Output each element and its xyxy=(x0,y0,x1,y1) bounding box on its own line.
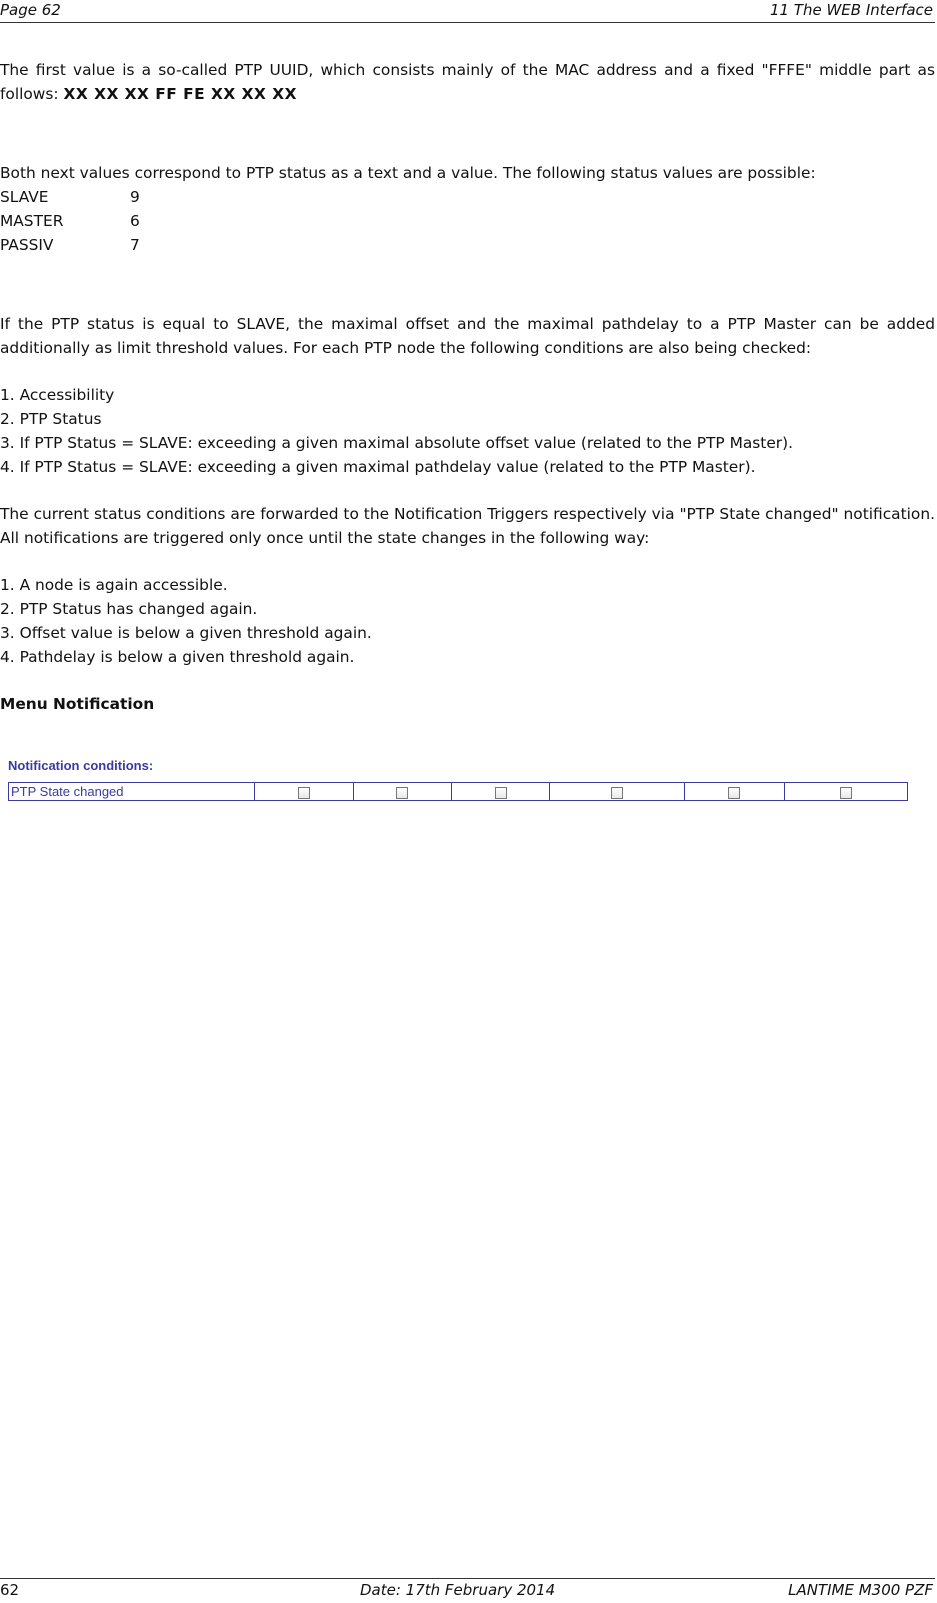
footer-page-number: 62 xyxy=(0,1581,20,1599)
status-intro: Both next values correspond to PTP status as a text and a value. The following status values are possible: xyxy=(0,164,816,182)
trigger-checkbox[interactable] xyxy=(728,787,740,799)
status-value: 6 xyxy=(130,212,140,230)
page-header xyxy=(0,0,935,23)
uuid-format: XX XX XX FF FE XX XX XX xyxy=(63,85,297,103)
uuid-paragraph xyxy=(0,58,935,106)
notification-conditions-panel xyxy=(8,758,908,801)
status-list xyxy=(0,185,935,257)
conditions-list xyxy=(0,383,935,479)
notification-conditions-title: Notification conditions: xyxy=(8,758,154,773)
list-item: 3. Offset value is below a given threshold again. xyxy=(0,624,372,642)
status-value: 7 xyxy=(130,236,140,254)
threshold-paragraph: If the PTP status is equal to SLAVE, the maximal offset and the maximal pathdelay to a PTP Master can be added additionally as limit threshold values. For each PTP node the following conditions are also being checked: xyxy=(0,315,935,357)
list-item: 1. Accessibility xyxy=(0,386,115,404)
header-page-number: Page 62 xyxy=(0,1,61,19)
list-item: 3. If PTP Status = SLAVE: exceeding a given maximal absolute offset value (related to the PTP Master). xyxy=(0,434,794,452)
status-name: SLAVE xyxy=(0,188,49,206)
trigger-checkbox[interactable] xyxy=(840,787,852,799)
list-item: 2. PTP Status xyxy=(0,410,102,428)
trigger-checkbox[interactable] xyxy=(396,787,408,799)
table-row xyxy=(9,783,908,801)
menu-notification-heading: Menu Notification xyxy=(0,695,155,713)
status-value: 9 xyxy=(130,188,140,206)
list-item: 2. PTP Status has changed again. xyxy=(0,600,258,618)
footer-product-name: LANTIME M300 PZF xyxy=(788,1581,933,1599)
page-footer xyxy=(0,1578,935,1603)
header-chapter-title: 11 The WEB Interface xyxy=(769,1,933,19)
changes-list xyxy=(0,573,935,669)
status-row xyxy=(0,185,935,209)
page-content xyxy=(0,58,935,716)
trigger-checkbox[interactable] xyxy=(298,787,310,799)
trigger-checkbox[interactable] xyxy=(611,787,623,799)
status-row xyxy=(0,209,935,233)
uuid-description: The first value is a so-called PTP UUID, which consists mainly of the MAC address and a fixed "FFFE" middle part as follows: xyxy=(0,61,935,103)
notification-conditions-table xyxy=(8,782,908,801)
status-row xyxy=(0,233,935,257)
condition-label: PTP State changed xyxy=(9,783,255,801)
status-name: MASTER xyxy=(0,212,64,230)
list-item: 4. Pathdelay is below a given threshold again. xyxy=(0,648,355,666)
trigger-checkbox[interactable] xyxy=(495,787,507,799)
list-item: 4. If PTP Status = SLAVE: exceeding a given maximal pathdelay value (related to the PTP Master). xyxy=(0,458,756,476)
list-item: 1. A node is again accessible. xyxy=(0,576,228,594)
footer-date: Date: 17th February 2014 xyxy=(360,1581,556,1599)
status-name: PASSIV xyxy=(0,236,54,254)
forward-paragraph: The current status conditions are forwarded to the Notification Triggers respectively via "PTP State changed" notification. All notifications are triggered only once until the state changes in the following way: xyxy=(0,505,935,547)
